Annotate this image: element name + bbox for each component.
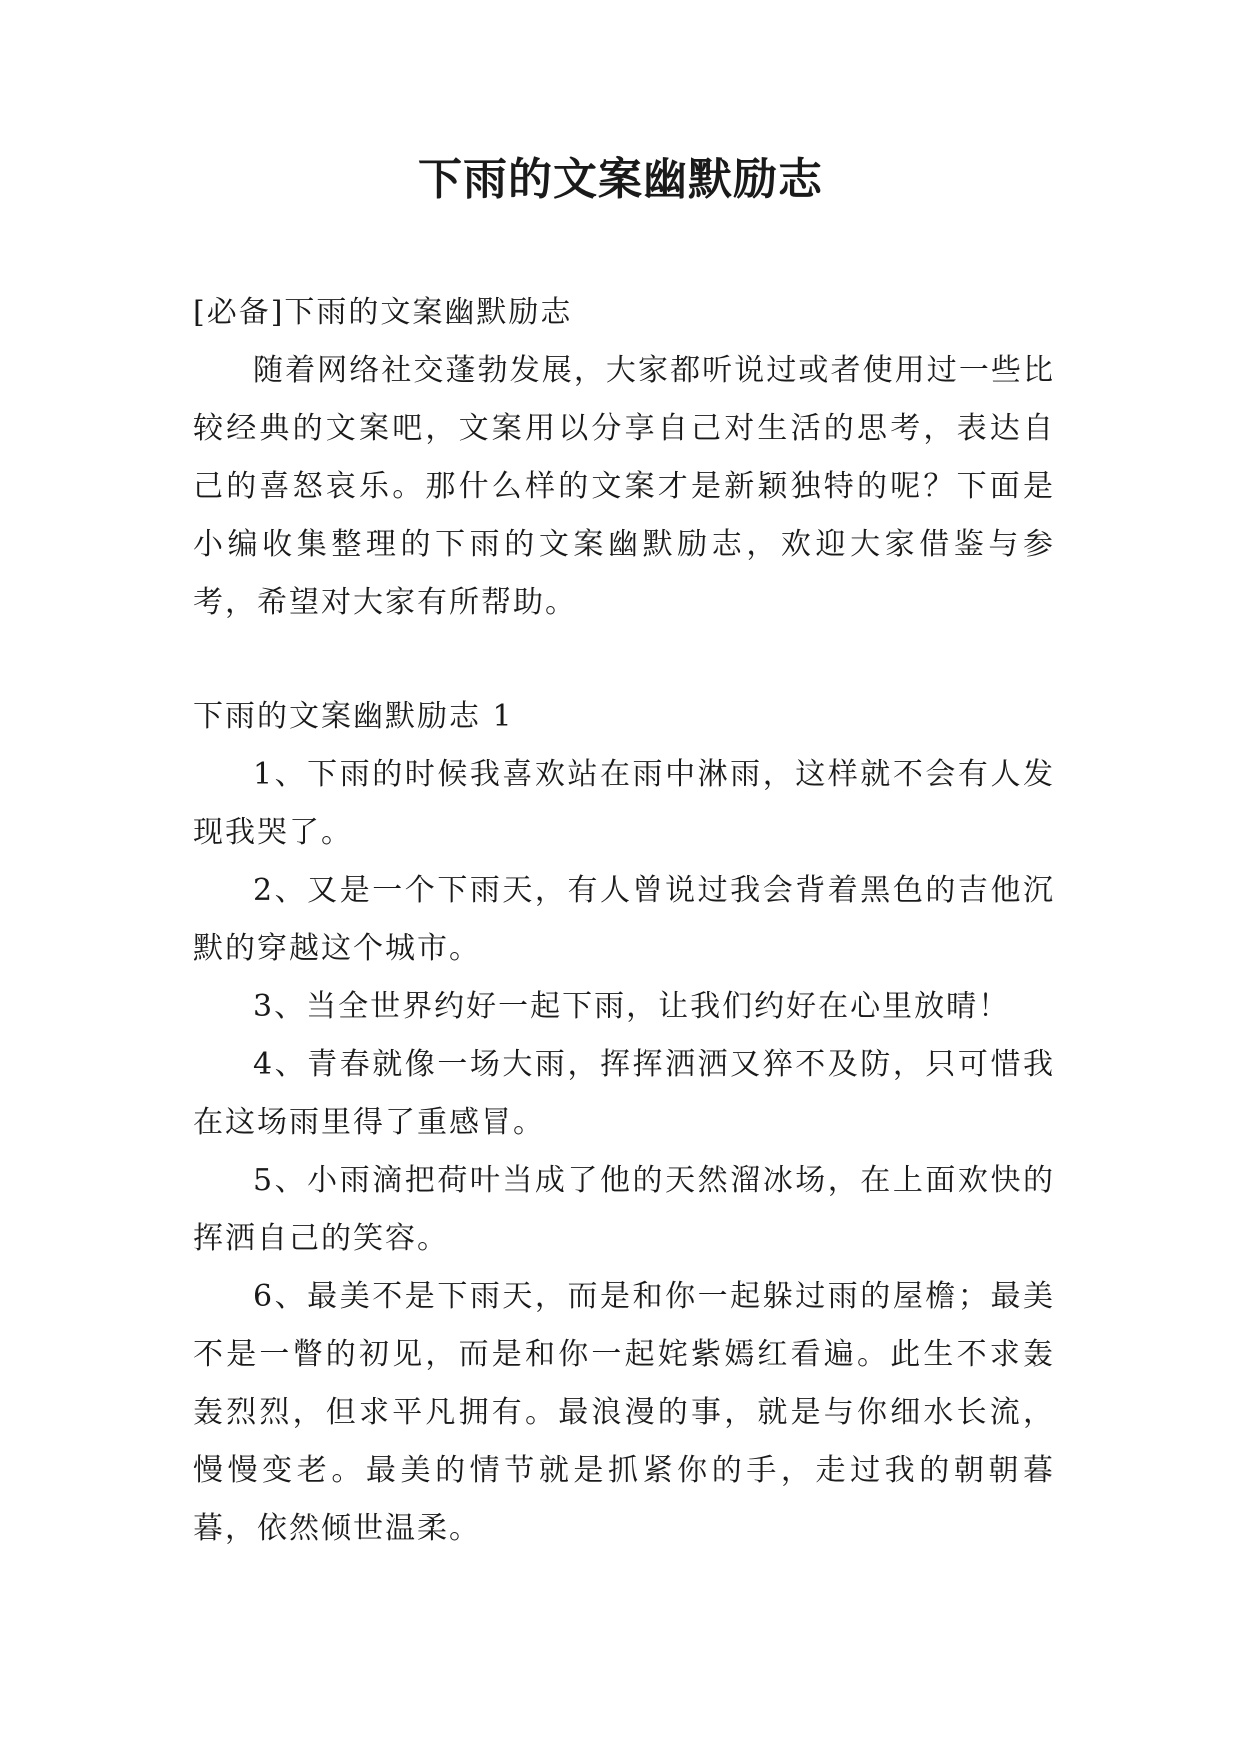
list-item: 6、最美不是下雨天，而是和你一起躲过雨的屋檐；最美不是一瞥的初见，而是和你一起姹紫嫣红看遍。此生不求轰轰烈烈，但求平凡拥有。最浪漫的事，就是与你细水长流，慢慢变老。最美的情节就是抓紧你的手，走过我的朝朝暮暮，依然倾世温柔。 (193, 1279, 1055, 1546)
document-title: 下雨的文案幽默励志 (418, 154, 823, 205)
intro-paragraph: 随着网络社交蓬勃发展，大家都听说过或者使用过一些比较经典的文案吧，文案用以分享自己对生活的思考，表达自己的喜怒哀乐。那什么样的文案才是新颖独特的呢？下面是小编收集整理的下雨的文案幽默励志，欢迎大家借鉴与参考，希望对大家有所帮助。 (193, 353, 1055, 620)
list-item: 4、青春就像一场大雨，挥挥洒洒又猝不及防，只可惜我在这场雨里得了重感冒。 (193, 1047, 1055, 1140)
document-subtitle: [必备]下雨的文案幽默励志 (193, 295, 573, 330)
section-heading: 下雨的文案幽默励志 1 (193, 699, 514, 734)
list-item: 5、小雨滴把荷叶当成了他的天然溜冰场，在上面欢快的挥洒自己的笑容。 (193, 1163, 1055, 1256)
list-item: 1、下雨的时候我喜欢站在雨中淋雨，这样就不会有人发现我哭了。 (193, 757, 1055, 850)
list-item: 3、当全世界约好一起下雨，让我们约好在心里放晴！ (253, 989, 1011, 1024)
section-spacer (193, 632, 1055, 688)
list-item: 2、又是一个下雨天，有人曾说过我会背着黑色的吉他沉默的穿越这个城市。 (193, 873, 1055, 966)
document-body (193, 284, 1055, 1558)
